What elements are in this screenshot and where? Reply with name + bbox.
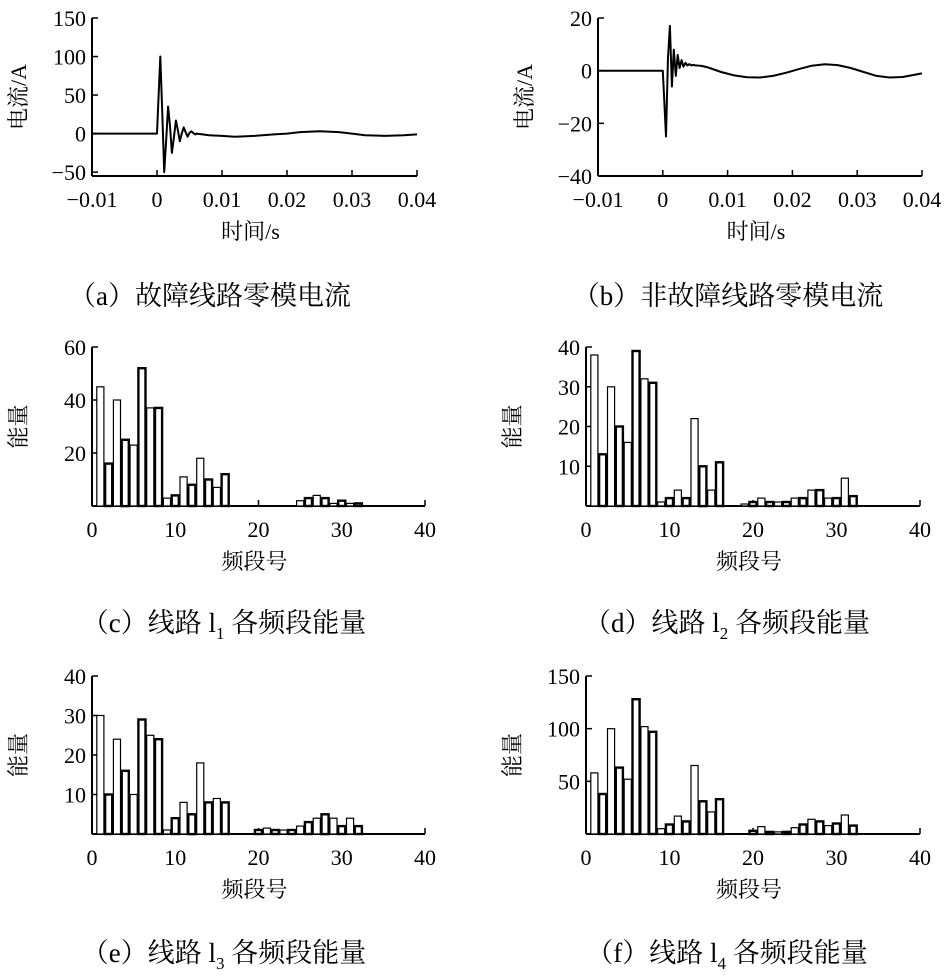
chart-panel-2 [512, 6, 941, 311]
energy-bar [330, 503, 337, 506]
energy-bar [113, 400, 120, 506]
energy-bar [833, 498, 840, 506]
energy-bar [649, 383, 656, 506]
energy-bar [608, 387, 615, 506]
y-tick-label: 20 [64, 441, 86, 466]
y-axis-label: 能量 [6, 732, 31, 778]
panel-caption: （e）线路 $l_3$ 各频段能量 [81, 938, 367, 973]
energy-bar [800, 825, 807, 835]
panel-caption: （b）非故障线路零模电流 [572, 281, 884, 311]
energy-bar [105, 795, 112, 835]
energy-bar [305, 822, 312, 834]
energy-bar [749, 831, 756, 834]
energy-bar [313, 495, 320, 506]
energy-bar [783, 832, 790, 834]
y-axis-label: 电流/A [512, 63, 537, 131]
y-tick-label: −20 [557, 111, 592, 137]
energy-bar [741, 504, 748, 506]
energy-bar [775, 832, 782, 834]
energy-bar [122, 771, 129, 834]
energy-bar [172, 495, 179, 506]
y-tick-label: 100 [53, 44, 86, 70]
y-tick-label: 20 [558, 414, 580, 440]
energy-bar [691, 419, 698, 506]
energy-bar [775, 502, 782, 506]
energy-bar [666, 498, 673, 506]
energy-bar [205, 802, 212, 834]
y-tick-label: 20 [64, 743, 86, 768]
energy-bar [147, 408, 154, 506]
energy-bar [833, 824, 840, 835]
chart-panel-1 [6, 6, 436, 311]
energy-bar [330, 818, 337, 834]
energy-bar [322, 498, 329, 506]
x-tick-label: 10 [658, 845, 681, 870]
y-tick-label: 50 [64, 83, 86, 109]
energy-bar [616, 427, 623, 507]
energy-bar [683, 821, 690, 834]
y-tick-label: 40 [558, 335, 580, 360]
x-tick-label: 0.01 [202, 187, 242, 212]
energy-bar [624, 442, 631, 506]
x-tick-label: 0.03 [332, 187, 372, 212]
energy-bar [791, 828, 798, 834]
energy-bar [674, 816, 681, 834]
energy-bar [783, 502, 790, 506]
energy-bar [699, 466, 706, 506]
x-tick-label: 0.04 [902, 187, 942, 212]
x-tick-label: 0.04 [397, 187, 437, 212]
energy-bar [841, 815, 848, 834]
x-axis-label: 频段号 [221, 877, 288, 902]
energy-bar [180, 477, 187, 506]
energy-bar [97, 387, 104, 506]
energy-bar [222, 802, 229, 834]
energy-bar [599, 794, 606, 834]
x-tick-label: 0.02 [267, 187, 307, 212]
energy-bar [633, 351, 640, 506]
y-tick-label: 30 [558, 374, 580, 400]
energy-bar [297, 501, 304, 506]
x-tick-label: 30 [825, 517, 848, 542]
energy-bar [338, 501, 345, 506]
energy-bar [800, 498, 807, 506]
energy-bar [666, 825, 673, 835]
energy-bar [222, 474, 229, 506]
energy-bar [716, 462, 723, 506]
energy-bar [322, 814, 329, 834]
y-axis-label: 能量 [6, 404, 31, 449]
energy-bar [716, 799, 723, 834]
energy-bar [616, 768, 623, 834]
energy-bar [122, 440, 129, 506]
energy-bar [263, 828, 270, 834]
x-tick-label: 0 [151, 187, 163, 212]
energy-bar [197, 763, 204, 834]
energy-bar [97, 716, 104, 835]
energy-bar [155, 408, 162, 506]
x-tick-label: 20 [742, 845, 764, 870]
chart-panel-6 [500, 664, 931, 973]
energy-bar [188, 485, 195, 506]
energy-bar [280, 830, 287, 834]
x-axis-label: 频段号 [221, 549, 288, 574]
energy-bar [305, 498, 312, 506]
energy-bar [163, 830, 170, 834]
energy-bar [130, 795, 137, 835]
energy-bar [649, 732, 656, 834]
energy-bar [213, 487, 220, 506]
energy-bar [766, 502, 773, 506]
x-tick-label: 10 [164, 517, 187, 542]
x-tick-label: 30 [825, 845, 848, 870]
energy-bar [641, 379, 648, 506]
energy-bar [808, 819, 815, 834]
energy-bar [105, 464, 112, 506]
energy-bar [205, 480, 212, 507]
x-tick-label: 0.01 [708, 187, 747, 212]
energy-bar [841, 478, 848, 506]
energy-bar [213, 799, 220, 835]
x-tick-label: −0.01 [66, 187, 118, 212]
energy-bar [658, 502, 665, 506]
y-axis-label: 能量 [500, 404, 525, 449]
x-tick-label: 0 [580, 517, 592, 542]
y-tick-label: −40 [557, 164, 592, 189]
energy-bar [591, 773, 598, 834]
y-tick-label: 100 [547, 716, 580, 742]
x-tick-label: −0.01 [572, 187, 624, 212]
x-tick-label: 30 [330, 845, 353, 870]
x-tick-label: 40 [909, 845, 931, 870]
energy-bar [130, 445, 137, 506]
energy-bar [338, 826, 345, 834]
energy-bar [758, 498, 765, 506]
y-tick-label: 10 [558, 454, 580, 480]
y-tick-label: −50 [51, 160, 86, 186]
x-axis-label: 频段号 [715, 877, 783, 902]
energy-bar [749, 502, 756, 506]
y-axis-label: 能量 [500, 732, 525, 778]
energy-bar [674, 490, 681, 506]
y-tick-label: 20 [570, 6, 592, 31]
energy-bar [288, 830, 295, 834]
panel-caption: （d）线路 $l_2$ 各频段能量 [583, 608, 871, 643]
y-axis-label: 电流/A [6, 63, 31, 131]
energy-bar [147, 735, 154, 834]
energy-bar [691, 766, 698, 835]
energy-bar [272, 830, 279, 834]
energy-bar [808, 490, 815, 506]
y-tick-label: 50 [558, 769, 580, 795]
energy-bar [758, 827, 765, 834]
y-tick-label: 0 [75, 121, 86, 147]
y-tick-label: 40 [64, 388, 86, 413]
energy-bar [683, 498, 690, 506]
energy-bar [708, 812, 715, 834]
x-tick-label: 20 [247, 517, 270, 542]
energy-bar [347, 503, 354, 506]
energy-bar [816, 490, 823, 506]
current-line-series [598, 26, 922, 137]
x-tick-label: 0 [86, 845, 98, 870]
energy-bar [113, 739, 120, 834]
x-tick-label: 0 [657, 187, 669, 212]
energy-bar [608, 729, 615, 834]
energy-bar [708, 490, 715, 506]
energy-bar [355, 826, 362, 834]
x-tick-label: 0.02 [773, 187, 812, 212]
current-line-series [92, 57, 417, 173]
x-tick-label: 40 [414, 845, 436, 870]
y-tick-label: 0 [581, 58, 592, 84]
energy-bar [825, 498, 832, 506]
energy-bar [850, 496, 857, 506]
energy-bar [313, 818, 320, 834]
x-tick-label: 0.03 [837, 187, 877, 212]
y-tick-label: 60 [64, 335, 86, 360]
energy-bar [791, 498, 798, 506]
panel-caption: （f）线路 $l_4$ 各频段能量 [586, 938, 868, 973]
y-tick-label: 30 [64, 703, 86, 729]
energy-bar [347, 818, 354, 834]
x-tick-label: 0 [580, 845, 592, 870]
x-tick-label: 40 [414, 517, 436, 542]
panel-caption: （c）线路 $l_1$ 各频段能量 [81, 608, 367, 643]
x-tick-label: 20 [742, 517, 764, 542]
energy-bar [633, 699, 640, 834]
energy-bar [599, 454, 606, 506]
y-tick-label: 150 [53, 6, 86, 31]
energy-bar [163, 498, 170, 506]
energy-bar [825, 826, 832, 834]
energy-bar [297, 826, 304, 834]
energy-bar [255, 830, 262, 834]
x-axis-label: 时间/s [221, 219, 280, 244]
y-tick-label: 40 [64, 664, 86, 689]
energy-bar [180, 802, 187, 834]
energy-bar [197, 458, 204, 506]
energy-bar [155, 739, 162, 834]
energy-bar [138, 368, 145, 506]
energy-bar [624, 779, 631, 834]
x-tick-label: 10 [658, 517, 681, 542]
chart-panel-4 [500, 335, 931, 643]
energy-bar [766, 832, 773, 834]
y-tick-label: 10 [64, 782, 86, 808]
y-tick-label: 150 [547, 664, 580, 689]
energy-bar [188, 814, 195, 834]
x-axis-label: 时间/s [726, 219, 786, 244]
x-tick-label: 40 [909, 517, 931, 542]
panel-caption: （a）故障线路零模电流 [69, 281, 351, 311]
chart-panel-3 [6, 335, 436, 643]
x-tick-label: 0 [86, 517, 98, 542]
energy-bar [355, 503, 362, 506]
chart-panel-5 [6, 664, 436, 973]
x-tick-label: 30 [330, 517, 353, 542]
x-tick-label: 10 [164, 845, 187, 870]
energy-bar [172, 818, 179, 834]
energy-bar [641, 727, 648, 834]
x-tick-label: 20 [247, 845, 270, 870]
energy-bar [850, 826, 857, 834]
energy-bar [591, 355, 598, 506]
energy-bar [138, 720, 145, 835]
energy-bar [816, 821, 823, 834]
energy-bar [658, 829, 665, 834]
x-axis-label: 频段号 [715, 549, 783, 574]
energy-bar [699, 801, 706, 834]
